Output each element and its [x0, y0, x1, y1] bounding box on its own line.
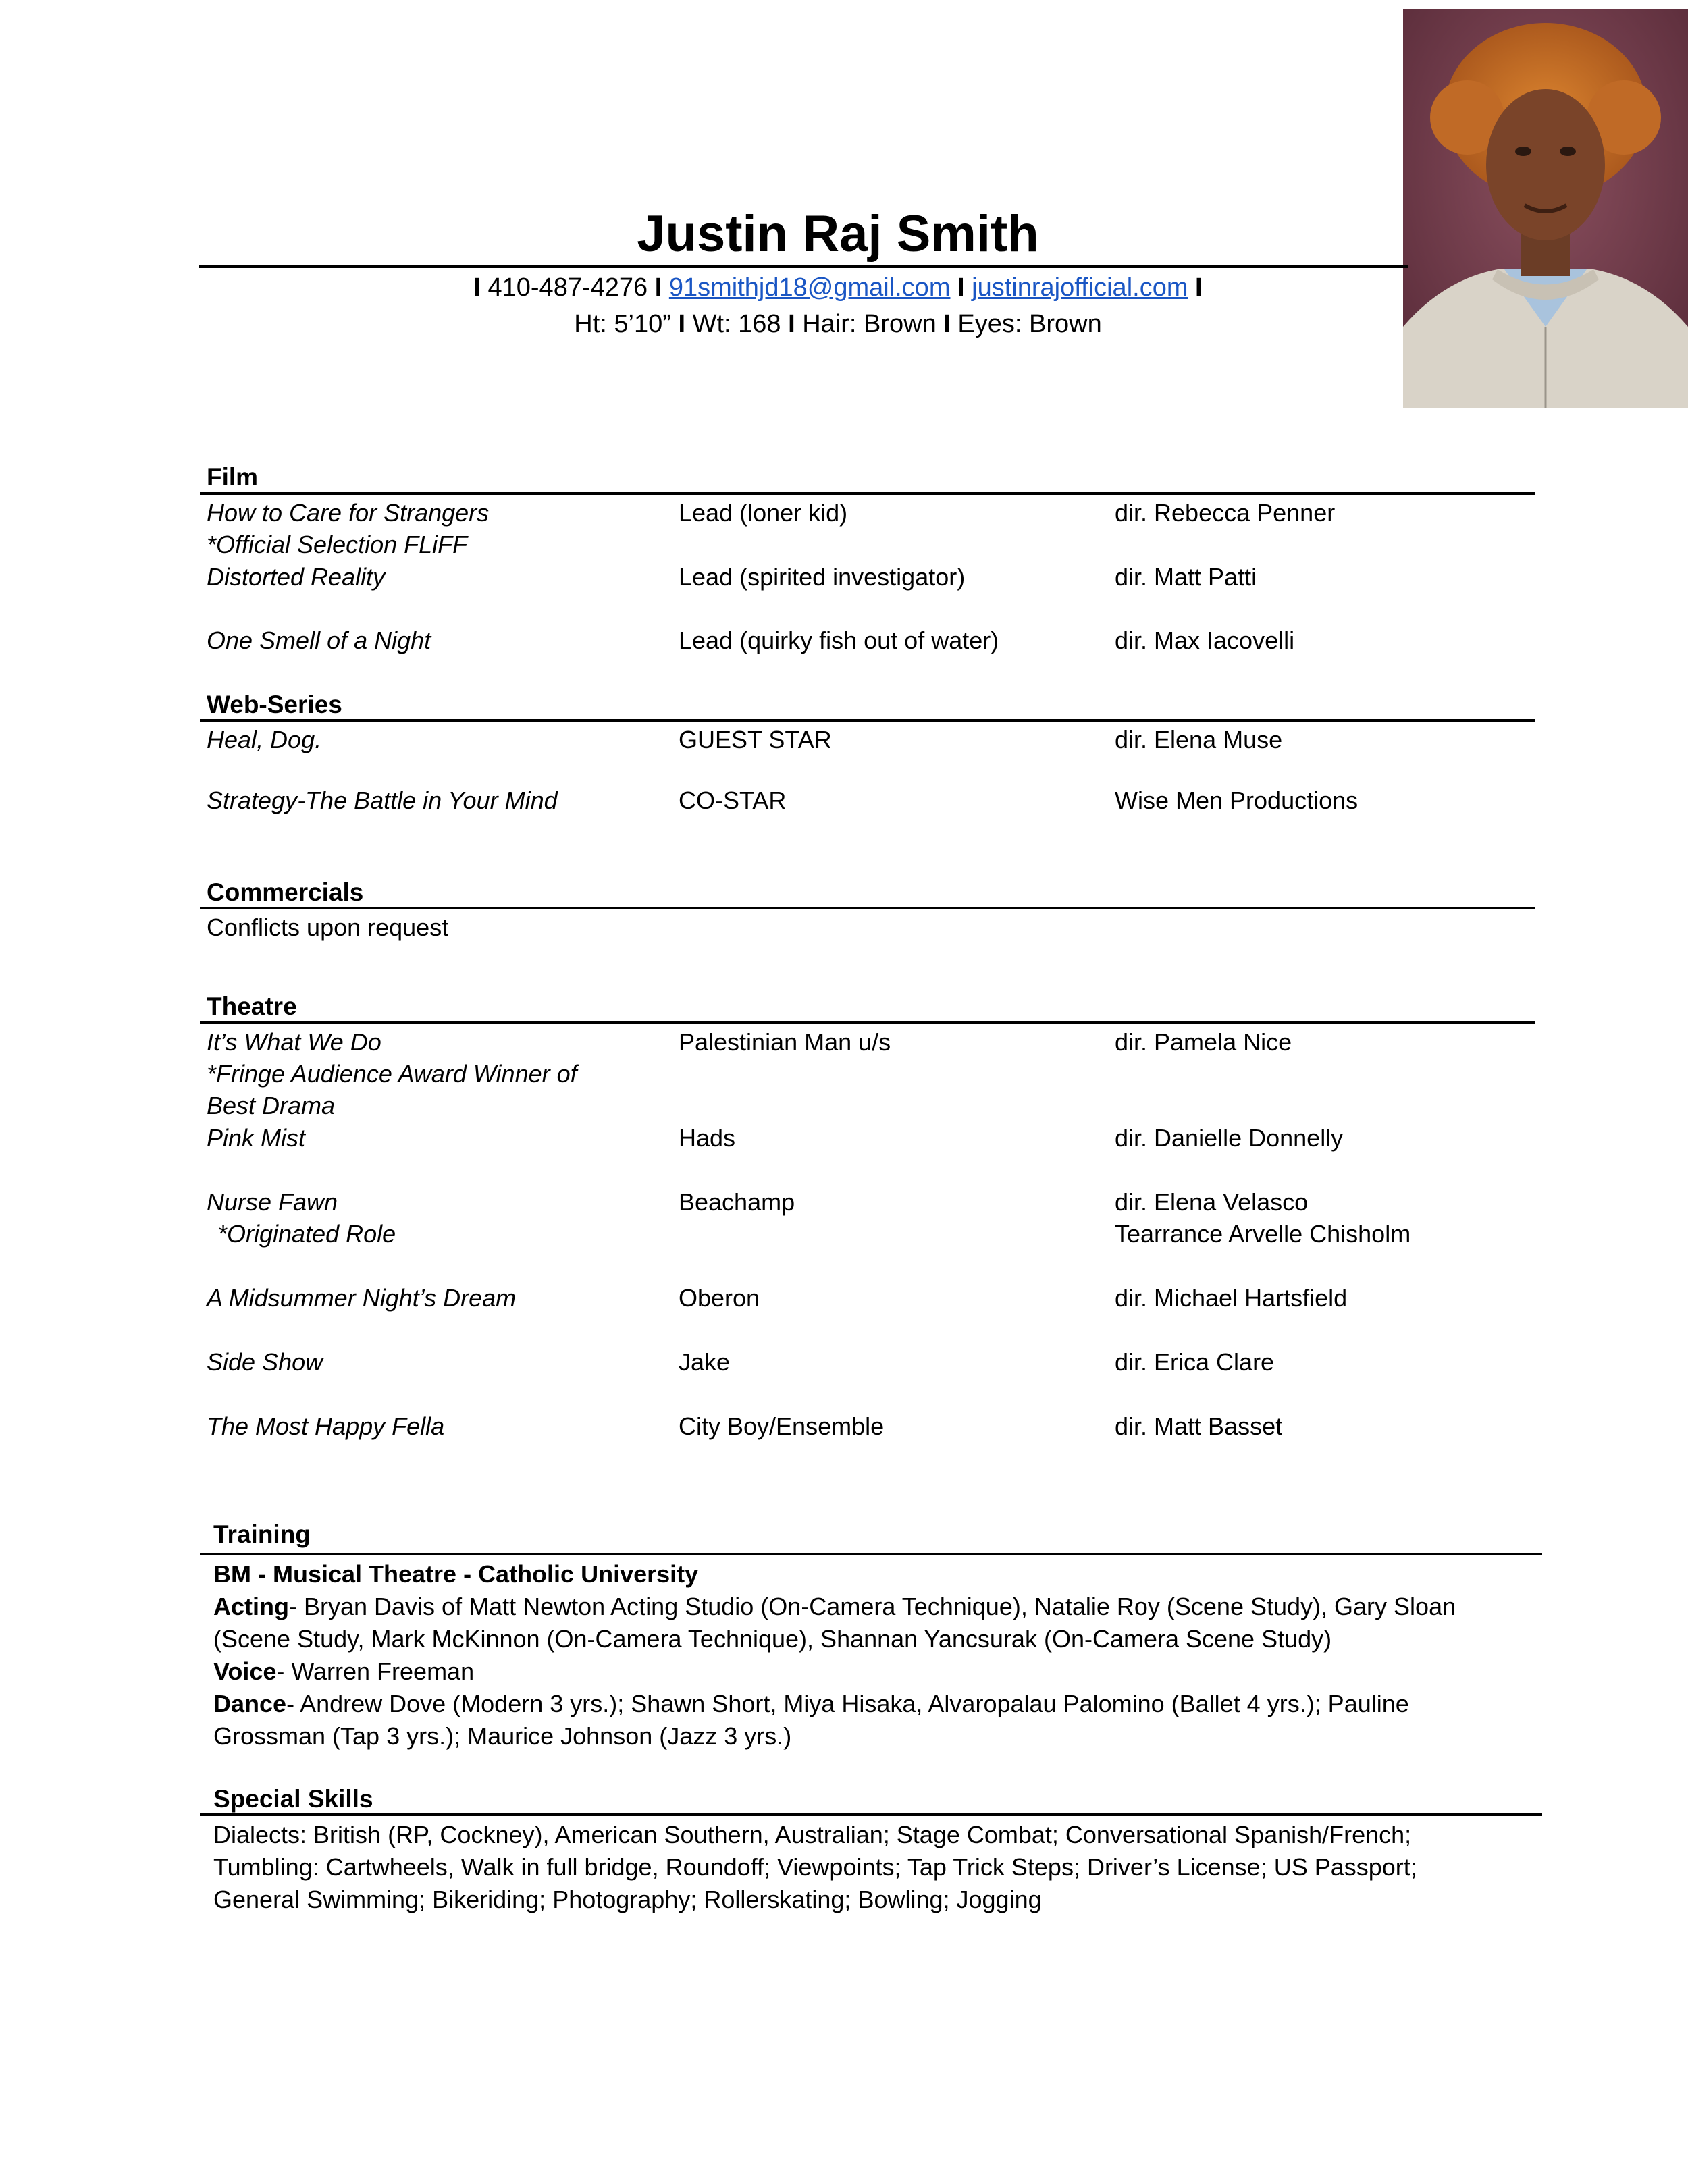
credit-role: Jake — [679, 1348, 731, 1376]
credit-role: City Boy/Ensemble — [679, 1412, 885, 1440]
credit-title: Strategy-The Battle in Your Mind — [207, 787, 558, 814]
credit-role: Beachamp — [679, 1188, 795, 1216]
credit-role: Lead (spirited investigator) — [679, 563, 966, 591]
voice-text: - Warren Freeman — [276, 1657, 475, 1685]
stats-line — [200, 307, 1476, 342]
credit-director: dir. Michael Hartsfield — [1115, 1284, 1348, 1312]
dance-label: Dance — [213, 1690, 287, 1717]
acting-text: - Bryan Davis of Matt Newton Acting Studio (On-Camera Technique), Natalie Roy (Scene Study), Gary Sloan (Scene Study, Mark McKinnon (On-Camera Technique), Shannan Yancsurak (On-Camera Scene Study) — [213, 1593, 1456, 1653]
separator: I — [473, 273, 481, 302]
section-divider-film — [200, 492, 1535, 495]
credit-director: Wise Men Productions — [1115, 787, 1359, 814]
credit-director: dir. Matt Basset — [1115, 1412, 1283, 1440]
commercials-note: Conflicts upon request — [207, 913, 449, 941]
applicant-name: Justin Raj Smith — [637, 205, 1039, 263]
credit-title: Heal, Dog. — [207, 726, 322, 753]
special-skills-text: Dialects: British (RP, Cockney), American Southern, Australian; Stage Combat; Conversational Spanish/French; Tumbling: Cartwheels, Walk in full bridge, Roundoff; Viewpoints; Tap Trick Steps; Driver’s License; US Passport; General Swimming; Bikeriding; Photography; Rollerskating; Bowling; Jogging — [213, 1821, 1417, 1913]
credit-title: Side Show — [207, 1348, 323, 1376]
separator: I — [957, 273, 965, 302]
credit-note: *Official Selection FLiFF — [207, 531, 468, 558]
voice-label: Voice — [213, 1657, 277, 1685]
credit-director: dir. Pamela Nice — [1115, 1028, 1292, 1056]
credit-director: dir. Max Iacovelli — [1115, 627, 1295, 654]
credit-director: dir. Matt Patti — [1115, 563, 1257, 591]
separator: I — [788, 310, 795, 338]
acting-label: Acting — [213, 1593, 289, 1620]
hair-stat: Hair: Brown — [802, 310, 937, 338]
credit-title: The Most Happy Fella — [207, 1412, 445, 1440]
credit-director: dir. Elena Velasco — [1115, 1188, 1309, 1216]
training-block — [213, 1558, 1496, 1753]
credit-director: Tearrance Arvelle Chisholm — [1115, 1220, 1411, 1248]
section-title-web-series: Web-Series — [207, 691, 342, 718]
height-stat: Ht: 5’10” — [574, 310, 671, 338]
credit-note: Best Drama — [207, 1092, 336, 1119]
dance-text: - Andrew Dove (Modern 3 yrs.); Shawn Short, Miya Hisaka, Alvaropalau Palomino (Ballet 4 yrs.); Pauline Grossman (Tap 3 yrs.); Maurice Johnson (Jazz 3 yrs.) — [213, 1690, 1409, 1750]
credit-title: How to Care for Strangers — [207, 499, 490, 527]
section-title-training: Training — [213, 1520, 311, 1548]
section-title-commercials: Commercials — [207, 878, 364, 906]
section-divider-theatre — [200, 1021, 1535, 1024]
section-divider-web-series — [200, 719, 1535, 722]
credit-role: Palestinian Man u/s — [679, 1028, 891, 1056]
credit-title: Pink Mist — [207, 1124, 306, 1152]
separator: I — [678, 310, 686, 338]
credit-director: dir. Erica Clare — [1115, 1348, 1275, 1376]
contact-line — [200, 270, 1476, 305]
credit-title: A Midsummer Night’s Dream — [207, 1284, 517, 1312]
credit-role: Lead (quirky fish out of water) — [679, 627, 999, 654]
website-link[interactable]: justinrajofficial.com — [972, 273, 1188, 302]
credit-role: Hads — [679, 1124, 736, 1152]
section-divider-commercials — [200, 907, 1535, 909]
credit-note: *Originated Role — [217, 1220, 396, 1248]
credit-director: dir. Danielle Donnelly — [1115, 1124, 1344, 1152]
weight-stat: Wt: 168 — [692, 310, 781, 338]
credit-role: CO-STAR — [679, 787, 787, 814]
credit-role: Lead (loner kid) — [679, 499, 848, 527]
section-title-special-skills: Special Skills — [213, 1785, 373, 1813]
credit-role: GUEST STAR — [679, 726, 832, 753]
training-degree: BM - Musical Theatre - Catholic University — [213, 1560, 699, 1588]
eyes-stat: Eyes: Brown — [957, 310, 1102, 338]
separator: I — [943, 310, 951, 338]
section-divider-special-skills — [200, 1813, 1542, 1816]
section-divider-training — [200, 1553, 1542, 1555]
section-title-theatre: Theatre — [207, 992, 297, 1020]
credit-director: dir. Rebecca Penner — [1115, 499, 1336, 527]
credit-note: *Fringe Audience Award Winner of — [207, 1060, 577, 1088]
separator: I — [1195, 273, 1203, 302]
email-link[interactable]: 91smithjd18@gmail.com — [668, 273, 951, 302]
credit-title: Nurse Fawn — [207, 1188, 338, 1216]
credit-title: It’s What We Do — [207, 1028, 381, 1056]
separator: I — [654, 273, 662, 302]
section-title-film: Film — [207, 463, 259, 491]
header-divider — [199, 265, 1408, 268]
credit-role: Oberon — [679, 1284, 760, 1312]
credit-title: Distorted Reality — [207, 563, 386, 591]
credit-title: One Smell of a Night — [207, 627, 431, 654]
phone-number: 410-487-4276 — [487, 273, 648, 302]
credit-director: dir. Elena Muse — [1115, 726, 1283, 753]
